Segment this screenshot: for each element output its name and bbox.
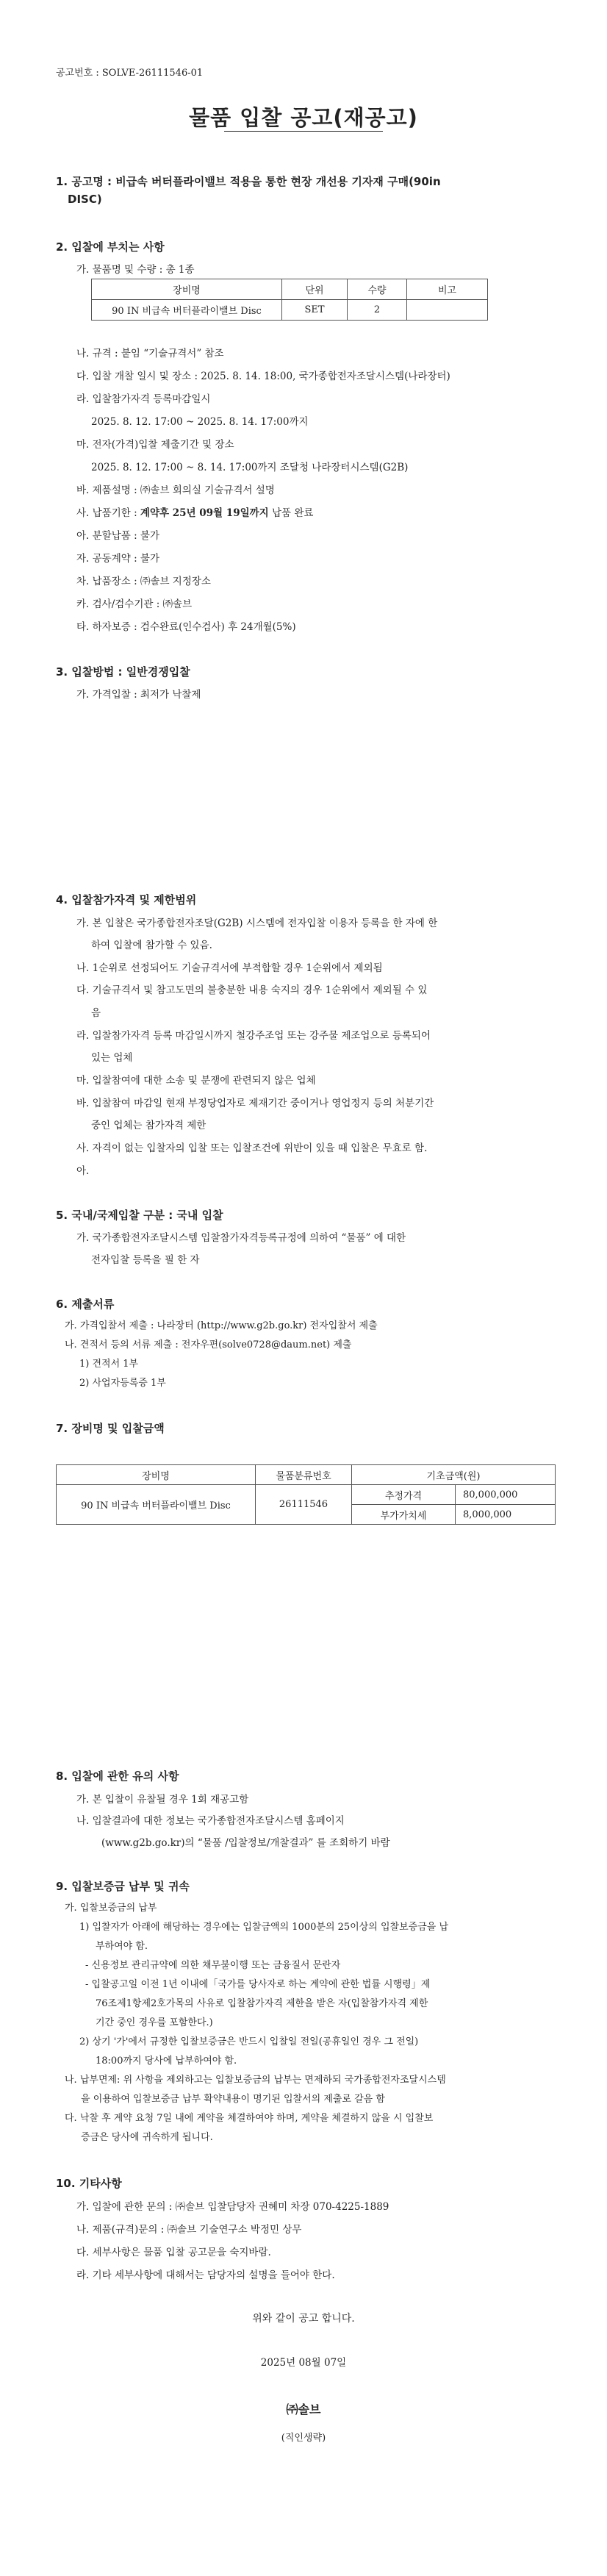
section-9-line: 1) 입찰자가 아래에 해당하는 경우에는 입찰금액의 1000분의 25이상의 입찰보증금을 납 [79,1922,449,1933]
section-9-line: 나. 납부면제: 위 사항을 제외하고는 입찰보증금의 납부는 면제하되 국가종합전자조달시스템 [65,2075,446,2086]
closing-statement: 위와 같이 공고 합니다. [252,2313,355,2325]
section-2-line: 차. 납품장소 : ㈜솔브 지정장소 [76,576,211,587]
section-4-heading: 4. 입찰참가자격 및 제한범위 [56,893,197,906]
section-9-line: 부하여야 함. [96,1941,148,1952]
section-2-line: 라. 입찰참가자격 등록마감일시 [76,393,211,405]
section-9-line: 2) 상기 '가'에서 규정한 입찰보증금은 반드시 입찰일 전일(공휴일인 경우 그 전일) [79,2036,419,2047]
notice-date: 2025년 08월 07일 [260,2357,347,2369]
section-9-line: 기간 중인 경우를 포함한다.) [96,2017,213,2028]
section-10-line: 나. 제품(규격)문의 : ㈜솔브 기술연구소 박정민 상무 [76,2224,302,2236]
price-table [56,1464,556,1525]
page-title: 물품 입찰 공고(재공고) [189,105,418,130]
section-10-heading: 10. 기타사항 [56,2177,122,2190]
section-2-heading: 2. 입찰에 부치는 사항 [56,240,165,254]
seal-note: (직인생략) [281,2433,326,2444]
section-1-heading: 1. 공고명 : 비급속 버터플라이밸브 적용을 통한 현장 개선용 기자재 구매(90in [56,175,441,188]
price-table-label: 부가가치세 [352,1505,456,1525]
section-4-line: 다. 기술규격서 및 참고도면의 불충분한 내용 숙지의 경우 1순위에서 제외될 수 있 [76,984,428,996]
section-6-line: 2) 사업자등록증 1부 [79,1378,166,1389]
price-table-value: 8,000,000 [456,1505,556,1525]
section-5-line: 가. 국가종합전자조달시스템 입찰참가자격등록규정에 의하여 “물품” 에 대한 [76,1232,406,1244]
notice-number: 공고번호 : SOLVE-26111546-01 [56,68,204,79]
delivery-deadline-label: 사. 납품기한 : [76,507,140,519]
section-8-line: (www.g2b.go.kr)의 “물품 /입찰정보/개찰결과” 를 조회하기 바람 [101,1837,390,1849]
price-table-header: 기초금액(원) [352,1465,556,1485]
section-4-line: 사. 자격이 없는 입찰자의 입찰 또는 입찰조건에 위반이 있을 때 입찰은 무효로 함. [76,1142,428,1154]
delivery-deadline-tail: 납품 완료 [268,507,314,519]
section-6-line: 1) 견적서 1부 [79,1359,139,1370]
item-table [91,279,488,321]
company-name: ㈜솔브 [286,2403,321,2416]
section-3-item-a: 가. 가격입찰 : 최저가 낙찰제 [76,689,201,701]
section-9-line: 18:00까지 당사에 납부하여야 함. [96,2056,237,2067]
section-4-line: 음 [91,1007,101,1019]
section-4-line: 마. 입찰참여에 대한 소송 및 분쟁에 관련되지 않은 업체 [76,1075,316,1087]
price-table-label: 추정가격 [352,1485,456,1505]
section-2-line: 카. 검사/검수기관 : ㈜솔브 [76,598,193,610]
item-table-cell: SET [282,300,348,321]
price-table-value: 80,000,000 [456,1485,556,1505]
section-10-line: 가. 입찰에 관한 문의 : ㈜솔브 입찰담당자 권혜미 차장 070-4225-1889 [76,2201,389,2213]
section-4-line: 있는 업체 [91,1052,133,1064]
price-table-item: 90 IN 비급속 버터플라이밸브 Disc [57,1485,256,1525]
section-9-line: - 입찰공고일 이전 1년 이내에「국가를 당사자로 하는 계약에 관한 법률 시행령」제 [85,1979,431,1990]
section-9-line: 을 이용하여 입찰보증금 납부 확약내용이 명기된 입찰서의 제출로 갈음 함 [81,2094,385,2105]
section-10-line: 라. 기타 세부사항에 대해서는 담당자의 설명을 들어야 한다. [76,2269,335,2281]
section-4-line: 아. [76,1165,90,1177]
item-table-header: 장비명 [92,279,282,300]
delivery-deadline [76,504,313,519]
title-underline [224,131,383,132]
delivery-deadline-bold: 계약후 25년 09월 19일까지 [140,507,269,519]
section-8-line: 나. 입찰결과에 대한 정보는 국가종합전자조달시스템 홈페이지 [76,1815,345,1827]
price-table-header: 물품분류번호 [256,1465,352,1485]
item-table-cell: 90 IN 비급속 버터플라이밸브 Disc [92,300,282,321]
section-6-line: 가. 가격입찰서 제출 : 나라장터 (http://www.g2b.go.kr) 전자입찰서 제출 [65,1320,378,1331]
section-2-line: 다. 입찰 개찰 일시 및 장소 : 2025. 8. 14. 18:00, 국가종합전자조달시스템(나라장터) [76,371,450,382]
price-table-code: 26111546 [256,1485,352,1525]
section-3-heading: 3. 입찰방법 : 일반경쟁입찰 [56,665,190,679]
item-table-header: 비고 [407,279,488,300]
section-2-line: 아. 분할납품 : 불가 [76,530,160,542]
section-2-line: 바. 제품설명 : ㈜솔브 회의실 기술규격서 설명 [76,484,275,496]
section-4-line: 하여 입찰에 참가할 수 있음. [91,940,212,951]
section-9-line: 증금은 당사에 귀속하게 됩니다. [81,2132,213,2143]
item-table-cell [407,300,488,321]
section-2-line: 마. 전자(가격)입찰 제출기간 및 장소 [76,439,234,451]
section-2-item-a: 가. 물품명 및 수량 : 총 1종 [76,264,195,276]
section-9-heading: 9. 입찰보증금 납부 및 귀속 [56,1880,190,1893]
section-9-line: 가. 입찰보증금의 납부 [65,1903,157,1914]
section-9-line: 76조제1항제2호가목의 사유로 입찰참가자격 제한을 받은 자(입찰참가자격 제한 [96,1998,428,2009]
section-7-heading: 7. 장비명 및 입찰금액 [56,1422,165,1435]
item-table-header: 단위 [282,279,348,300]
section-9-line: - 신용정보 관리규약에 의한 채무불이행 또는 금융질서 문란자 [85,1960,341,1971]
section-5-heading: 5. 국내/국제입찰 구분 : 국내 입찰 [56,1209,223,1222]
section-5-line: 전자입찰 등록을 필 한 자 [91,1254,200,1266]
section-6-heading: 6. 제출서류 [56,1298,115,1311]
section-4-line: 라. 입찰참가자격 등록 마감일시까지 철강주조업 또는 강주물 제조업으로 등록되어 [76,1030,431,1042]
section-4-line: 나. 1순위로 선정되어도 기술규격서에 부적합할 경우 1순위에서 제외됨 [76,962,383,974]
section-2-line: 자. 공동계약 : 불가 [76,553,160,565]
section-10-line: 다. 세부사항은 물품 입찰 공고문을 숙지바람. [76,2247,271,2258]
section-2-line: 2025. 8. 12. 17:00 ~ 8. 14. 17:00까지 조달청 나라장터시스템(G2B) [91,462,409,473]
price-table-header: 장비명 [57,1465,256,1485]
section-9-line: 다. 낙찰 후 계약 요청 7일 내에 계약을 체결하여야 하며, 계약을 체결하지 않을 시 입찰보 [65,2113,434,2124]
section-4-line: 중인 업체는 참가자격 제한 [91,1120,206,1131]
section-8-line: 가. 본 입찰이 유찰될 경우 1회 재공고함 [76,1794,249,1806]
section-4-line: 가. 본 입찰은 국가종합전자조달(G2B) 시스템에 전자입찰 이용자 등록을 한 자에 한 [76,917,438,929]
section-2-line: 타. 하자보증 : 검수완료(인수검사) 후 24개월(5%) [76,621,296,633]
item-table-cell: 2 [348,300,407,321]
section-1-heading-cont: DISC) [68,193,102,206]
section-6-line: 나. 견적서 등의 서류 제출 : 전자우편(solve0728@daum.net) 제출 [65,1339,352,1350]
section-2-line: 나. 규격 : 붙임 “기술규격서” 참조 [76,348,224,359]
section-2-line: 2025. 8. 12. 17:00 ~ 2025. 8. 14. 17:00까지 [91,416,309,428]
section-8-heading: 8. 입찰에 관한 유의 사항 [56,1770,179,1783]
section-4-line: 바. 입찰참여 마감일 현재 부정당업자로 제재기간 중이거나 영업정지 등의 처분기간 [76,1098,434,1109]
item-table-header: 수량 [348,279,407,300]
